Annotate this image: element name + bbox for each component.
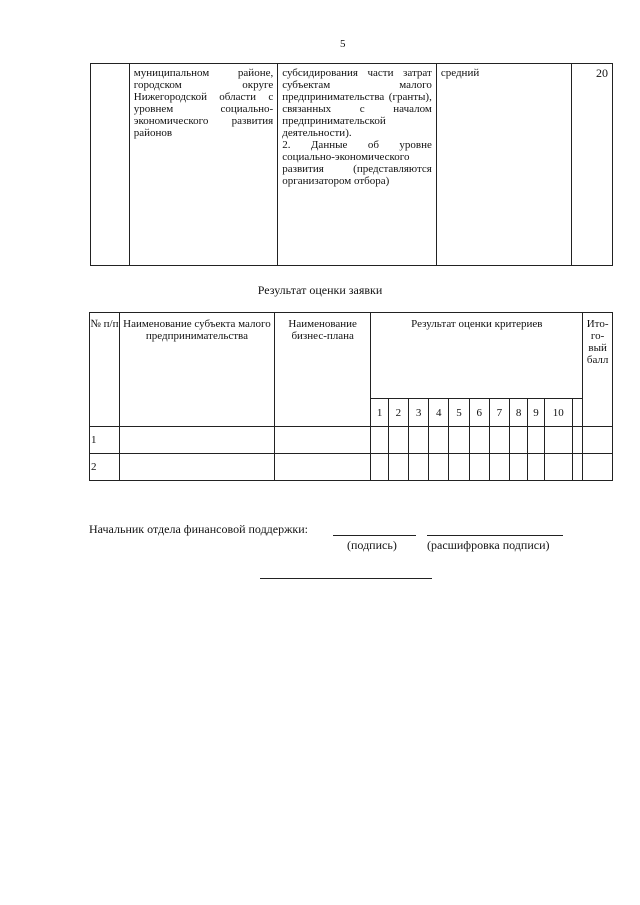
header-total: Ито-го-вый балл bbox=[583, 313, 613, 427]
criterion-number: 10 bbox=[544, 399, 572, 427]
cell-level: средний bbox=[436, 64, 571, 266]
result-title: Результат оценки заявки bbox=[257, 283, 383, 297]
table-row bbox=[90, 454, 613, 481]
header-plan: Наименование бизнес-плана bbox=[274, 313, 370, 427]
signature-decode-line bbox=[427, 535, 563, 536]
signature-line bbox=[333, 535, 416, 536]
header-subject: Наименование субъекта малого предпринимательства bbox=[119, 313, 274, 427]
cell-criterion-name: муниципальном районе, городском округе Нижегородской области с уровнем социально-экономического развития районов bbox=[129, 64, 277, 266]
criterion-number: 7 bbox=[489, 399, 509, 427]
cell-criterion-description bbox=[278, 64, 437, 266]
criterion-number-empty bbox=[572, 399, 582, 427]
divider bbox=[260, 578, 432, 579]
table-row bbox=[90, 427, 613, 454]
continuation-table bbox=[90, 63, 613, 266]
signature-caption: (подпись) bbox=[347, 538, 397, 552]
cell-score: 20 bbox=[572, 64, 613, 266]
criterion-number: 6 bbox=[469, 399, 489, 427]
table-row bbox=[91, 64, 613, 266]
criterion-number: 9 bbox=[528, 399, 544, 427]
page-number: 5 bbox=[340, 38, 346, 50]
criterion-number: 4 bbox=[429, 399, 449, 427]
criterion-number: 8 bbox=[510, 399, 528, 427]
criterion-number: 1 bbox=[371, 399, 388, 427]
table-cell-empty bbox=[91, 64, 130, 266]
header-num: № п/п bbox=[90, 313, 120, 427]
criterion-number: 2 bbox=[388, 399, 408, 427]
description-part-2: 2. Данные об уровне социально-экономического развития (представляются организатором отбора) bbox=[282, 139, 432, 187]
signature-decode-caption: (расшифровка подписи) bbox=[427, 538, 550, 552]
signature-label: Начальник отдела финансовой поддержки: bbox=[89, 522, 308, 536]
row-index: 1 bbox=[90, 427, 120, 454]
header-row bbox=[90, 313, 613, 399]
criterion-number: 5 bbox=[449, 399, 469, 427]
row-index: 2 bbox=[90, 454, 120, 481]
criterion-number: 3 bbox=[408, 399, 428, 427]
description-part-1: субсидирования части затрат субъектам малого предпринимательства (гранты), связанных с началом предпринимательской деятельности). bbox=[282, 67, 432, 139]
result-table bbox=[89, 312, 613, 481]
header-criteria: Результат оценки критериев bbox=[371, 313, 583, 399]
